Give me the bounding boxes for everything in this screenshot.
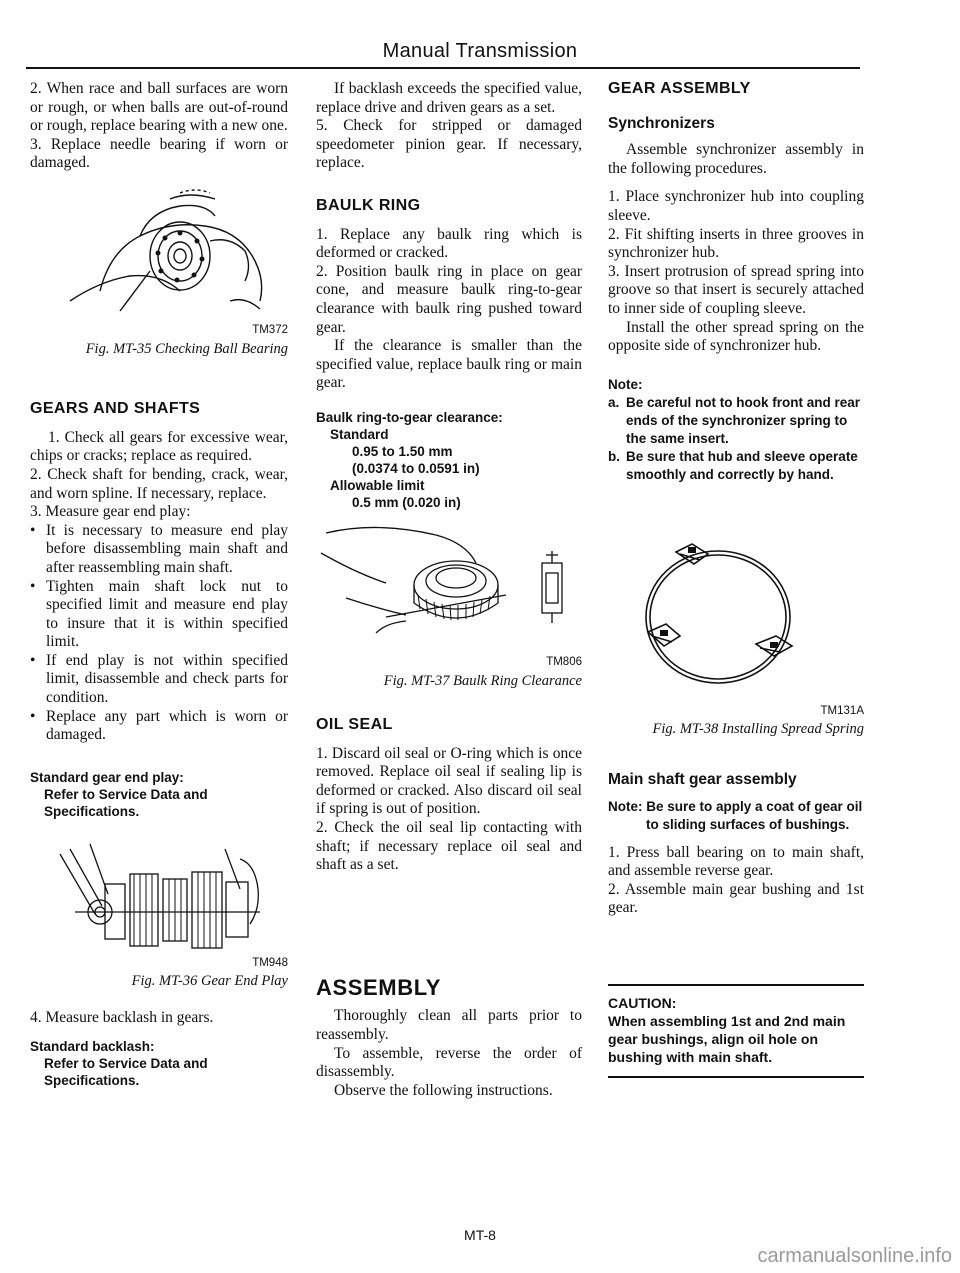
page-header: Manual Transmission	[382, 40, 578, 62]
spec-line: Standard	[330, 426, 389, 442]
bullet-item: • Tighten main shaft lock nut to specified limit and measure end play to insure that it is within specified limit.	[30, 578, 288, 652]
paragraph: 2. Check the oil seal lip contacting with shaft; if necessary replace oil seal and shaft as a set.	[316, 819, 582, 874]
baulk-ring-illustration	[316, 523, 582, 653]
note-item	[608, 448, 864, 484]
subsection-title-synchronizers: Synchronizers	[608, 114, 715, 132]
section-title-assembly: ASSEMBLY	[316, 974, 442, 1000]
figure-mt38	[608, 532, 864, 739]
column-right	[608, 80, 864, 1078]
spec-line: Specifications.	[44, 803, 140, 819]
section-title-gear-assembly: GEAR ASSEMBLY	[608, 80, 751, 97]
paragraph: 3. Measure gear end play:	[30, 503, 191, 521]
spec-title: Baulk ring-to-gear clearance:	[316, 409, 503, 425]
figure-mt35	[30, 181, 288, 358]
bullet-item: • If end play is not within specified limit, disassemble and check parts for condition.	[30, 652, 288, 708]
ball-bearing-illustration	[30, 181, 288, 321]
column-middle	[316, 80, 582, 1100]
note-synchronizer	[608, 376, 864, 484]
spec-line: Allowable limit	[330, 477, 425, 493]
paragraph: 3. Replace needle bearing if worn or damaged.	[30, 135, 288, 172]
figure-id: TM948	[252, 956, 288, 969]
note-item-text: Be careful not to hook front and rear ends of the synchronizer spring to the same insert.	[626, 394, 861, 446]
watermark: carmanualsonline.info	[757, 1245, 952, 1267]
figure-id: TM806	[546, 655, 582, 668]
bullet-item: • Replace any part which is worn or damaged.	[30, 708, 288, 745]
figure-caption: Fig. MT-35 Checking Ball Bearing	[85, 340, 288, 357]
caution-box	[608, 984, 864, 1078]
paragraph: 3. Insert protrusion of spread spring into groove so that insert is securely attached to inner side of coupling sleeve.	[608, 262, 864, 317]
note-item-label: a.	[608, 394, 620, 410]
page-number: MT-8	[464, 1227, 496, 1243]
spec-title: Standard backlash:	[30, 1038, 155, 1054]
paragraph: Thoroughly clean all parts prior to reassembly.	[316, 1007, 582, 1044]
gear-end-play-illustration	[30, 834, 288, 954]
paragraph: 2. Assemble main gear bushing and 1st gear.	[608, 880, 864, 917]
note-item-text: Be sure that hub and sleeve operate smoothly and correctly by hand.	[626, 448, 858, 482]
caution-text: When assembling 1st and 2nd main gear bushings, align oil hole on bushing with main shaft.	[608, 1012, 846, 1065]
paragraph: If the clearance is smaller than the specified value, replace baulk ring or main gear.	[316, 337, 582, 392]
paragraph: 5. Check for stripped or damaged speedometer pinion gear. If necessary, replace.	[316, 117, 582, 172]
paragraph: Observe the following instructions.	[334, 1081, 553, 1099]
header-rule	[26, 67, 860, 69]
figure-id: TM131A	[820, 704, 864, 717]
spec-line: Specifications.	[44, 1072, 140, 1088]
paragraph: 1. Press ball bearing on to main shaft, and assemble reverse gear.	[608, 843, 864, 880]
paragraph: 1. Check all gears for excessive wear, chips or cracks; replace as required.	[30, 428, 288, 465]
paragraph: 2. Position baulk ring in place on gear cone, and measure baulk ring-to-gear clearance with baulk ring pushed toward gear.	[316, 262, 582, 336]
spec-backlash	[30, 1038, 288, 1089]
figure-caption: Fig. MT-37 Baulk Ring Clearance	[383, 672, 582, 689]
spec-value: 0.95 to 1.50 mm	[352, 443, 453, 459]
note-main-shaft: Note: Be sure to apply a coat of gear oil to sliding surfaces of bushings.	[608, 798, 863, 832]
section-title-oil-seal: OIL SEAL	[316, 716, 393, 734]
paragraph: 4. Measure backlash in gears.	[30, 1009, 214, 1027]
note-item	[608, 394, 864, 448]
section-title-baulk-ring: BAULK RING	[316, 196, 421, 214]
caution-title: CAUTION:	[608, 994, 677, 1011]
paragraph: 2. When race and ball surfaces are worn or rough, or when balls are out-of-round or rough, replace bearing with a new one.	[30, 80, 288, 135]
paragraph: 1. Replace any baulk ring which is deformed or cracked.	[316, 225, 582, 262]
paragraph: If backlash exceeds the specified value, replace drive and driven gears as a set.	[316, 80, 582, 116]
paragraph: 1. Discard oil seal or O-ring which is once removed. Replace oil seal if sealing lip is deformed or cracked. Also discard oil seal if spring is out of position.	[316, 744, 582, 818]
paragraph: To assemble, reverse the order of disassembly.	[316, 1044, 582, 1081]
paragraph: 2. Check shaft for bending, crack, wear, and worn spline. If necessary, replace.	[30, 465, 288, 502]
column-left	[30, 80, 288, 1089]
figure-mt37	[316, 523, 582, 690]
figure-caption: Fig. MT-36 Gear End Play	[131, 973, 288, 990]
figure-id: TM372	[252, 323, 288, 336]
paragraph: Assemble synchronizer assembly in the following procedures.	[608, 141, 864, 177]
bullet-item: • It is necessary to measure end play before disassembling main shaft and after reassembling main shaft.	[30, 522, 288, 578]
spec-line: Refer to Service Data and	[44, 1055, 208, 1071]
figure-mt36	[30, 834, 288, 991]
spec-baulk-clearance	[316, 409, 582, 511]
subsection-title-main-shaft-gear-assembly: Main shaft gear assembly	[608, 770, 797, 788]
spec-title: Standard gear end play:	[30, 769, 184, 785]
figure-caption: Fig. MT-38 Installing Spread Spring	[652, 721, 864, 738]
spec-line: Refer to Service Data and	[44, 786, 208, 802]
paragraph: Install the other spread spring on the opposite side of synchronizer hub.	[608, 318, 864, 355]
spec-value: 0.5 mm (0.020 in)	[352, 494, 461, 510]
paragraph: 1. Place synchronizer hub into coupling sleeve.	[608, 188, 864, 224]
spec-gear-end-play	[30, 769, 288, 820]
section-title-gears-and-shafts: GEARS AND SHAFTS	[30, 400, 201, 418]
paragraph: 2. Fit shifting inserts in three grooves in synchronizer hub.	[608, 225, 864, 262]
spec-value: (0.0374 to 0.0591 in)	[352, 460, 480, 476]
spread-spring-illustration	[608, 532, 864, 702]
note-label: Note:	[608, 376, 643, 392]
note-item-label: b.	[608, 448, 620, 464]
